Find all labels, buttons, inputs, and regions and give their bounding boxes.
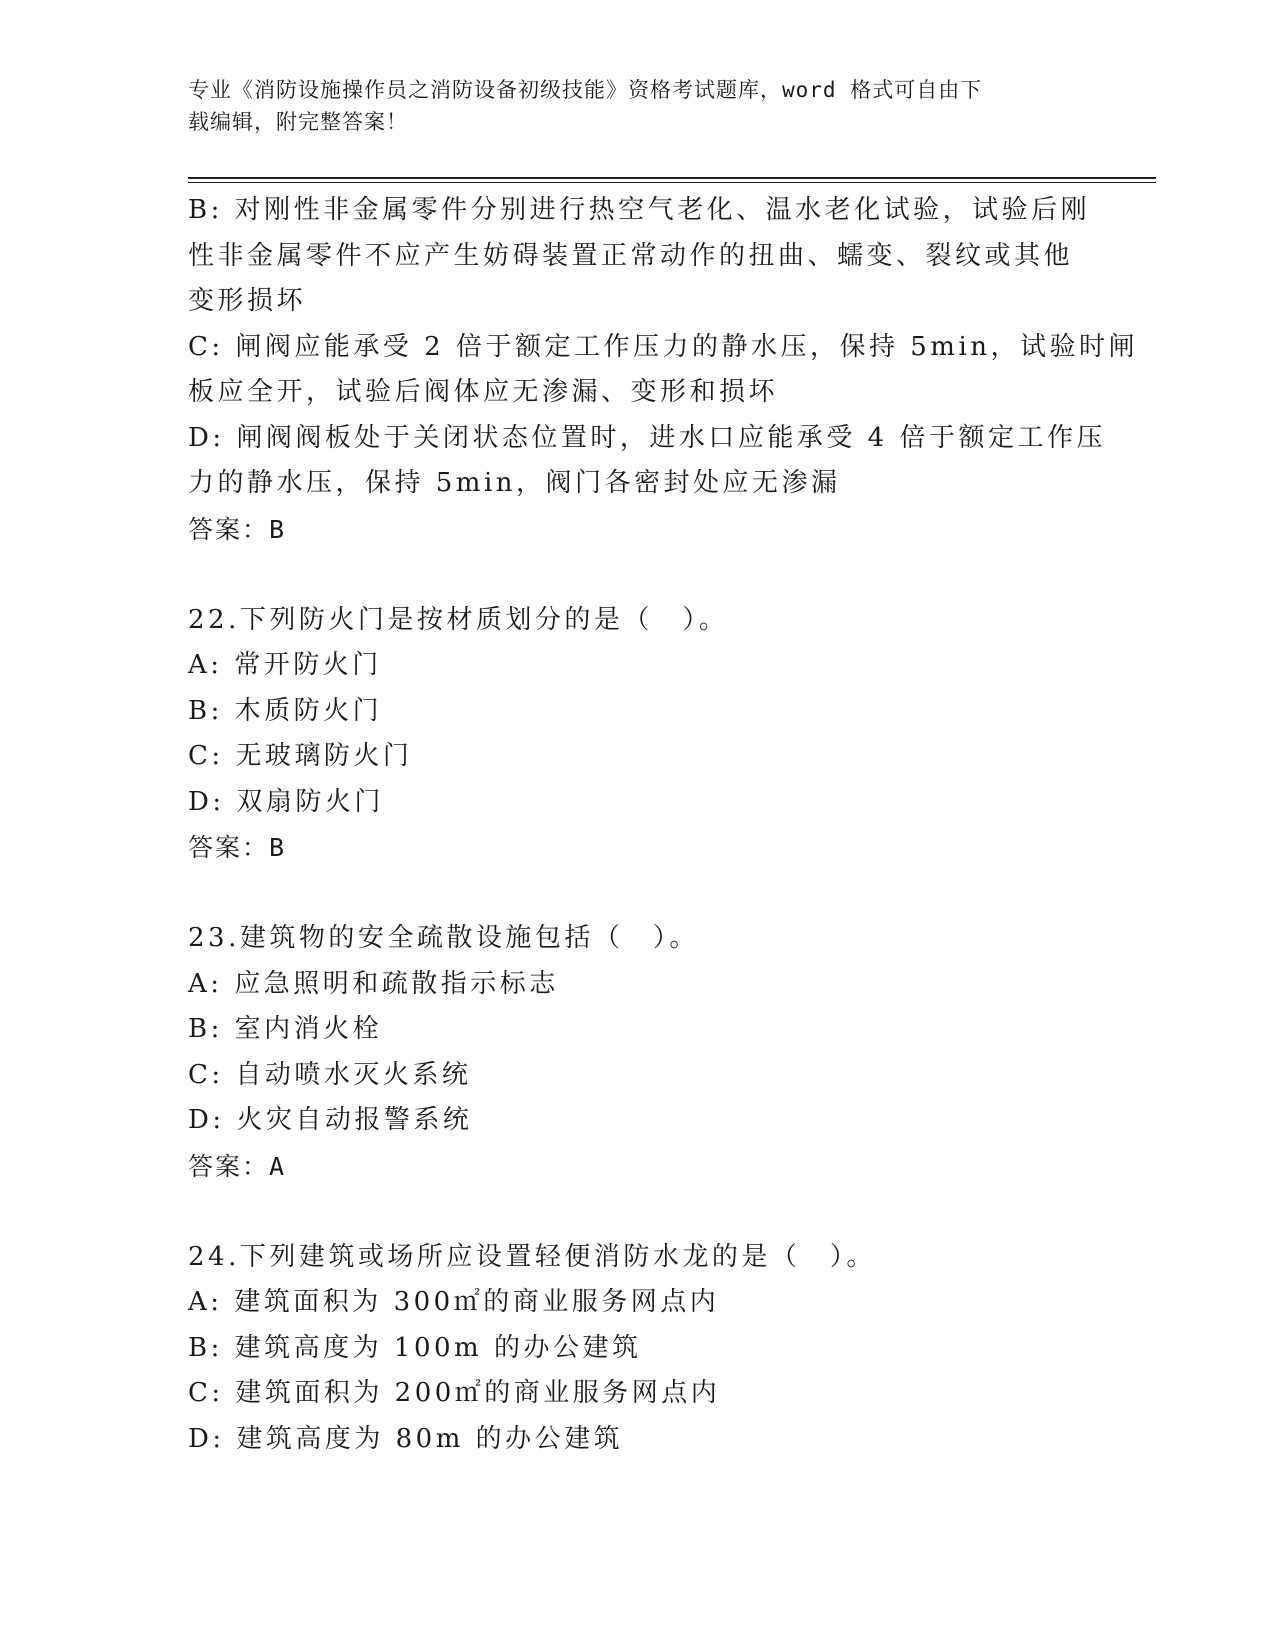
spacer — [188, 1189, 1088, 1235]
answer-23: 答案：A — [188, 1151, 287, 1181]
option-d: D: 火灾自动报警系统 — [188, 1105, 473, 1135]
question-stem: 22.下列防火门是按材质划分的是（ ）。 — [188, 604, 729, 635]
spacer — [188, 552, 1088, 598]
spacer — [188, 871, 1088, 917]
option-a: A: 常开防火门 — [188, 650, 382, 680]
answer-21: 答案：B — [188, 514, 287, 544]
question-stem: 23.建筑物的安全疏散设施包括（ ）。 — [188, 923, 699, 953]
header-line-1: 专业《消防设施操作员之消防设备初级技能》资格考试题库，word 格式可自由下 — [188, 78, 983, 102]
question-content — [188, 188, 1139, 1462]
option-a: A: 建筑面积为 300㎡的商业服务网点内 — [188, 1287, 720, 1317]
option-d: D: 双扇防火门 — [188, 786, 384, 817]
option-d-line-2: 力的静水压，保持 5min，阀门各密封处应无渗漏 — [188, 468, 841, 498]
header-divider-thick — [188, 177, 1156, 179]
option-b-line-3: 变形损坏 — [188, 286, 307, 316]
option-c: C: 建筑面积为 200㎡的商业服务网点内 — [188, 1378, 721, 1408]
option-b: B: 建筑高度为 100m 的办公建筑 — [188, 1332, 642, 1363]
option-c: C: 无玻璃防火门 — [188, 741, 413, 771]
question-22 — [188, 598, 1088, 871]
option-d: D: 建筑高度为 80m 的办公建筑 — [188, 1423, 624, 1454]
option-d-line-1: D: 闸阀阀板处于关闭状态位置时，进水口应能承受 4 倍于额定工作压 — [188, 422, 1106, 453]
option-c: C: 自动喷水灭火系统 — [188, 1059, 472, 1090]
option-c-line-1: C: 闸阀应能承受 2 倍于额定工作压力的静水压，保持 5min，试验时闸 — [188, 331, 1139, 362]
option-b-line-1: B: 对刚性非金属零件分别进行热空气老化、温水老化试验，试验后刚 — [188, 195, 1091, 225]
question-stem: 24.下列建筑或场所应设置轻便消防水龙的是（ ）。 — [188, 1241, 876, 1272]
option-c-line-2: 板应全开，试验后阀体应无渗漏、变形和损坏 — [188, 377, 779, 407]
option-b: B: 木质防火门 — [188, 695, 383, 726]
page-header — [188, 74, 1088, 138]
question-21-continued — [188, 188, 1139, 552]
option-a: A: 应急照明和疏散指示标志 — [188, 968, 559, 999]
question-23 — [188, 916, 1088, 1189]
answer-22: 答案：B — [188, 833, 287, 862]
header-divider-thin — [188, 182, 1156, 183]
question-24 — [188, 1235, 1088, 1463]
option-b-line-2: 性非金属零件不应产生妨碍装置正常动作的扭曲、蠕变、裂纹或其他 — [188, 240, 1074, 271]
option-b: B: 室内消火栓 — [188, 1014, 383, 1044]
header-line-2: 载编辑，附完整答案！ — [188, 110, 408, 134]
